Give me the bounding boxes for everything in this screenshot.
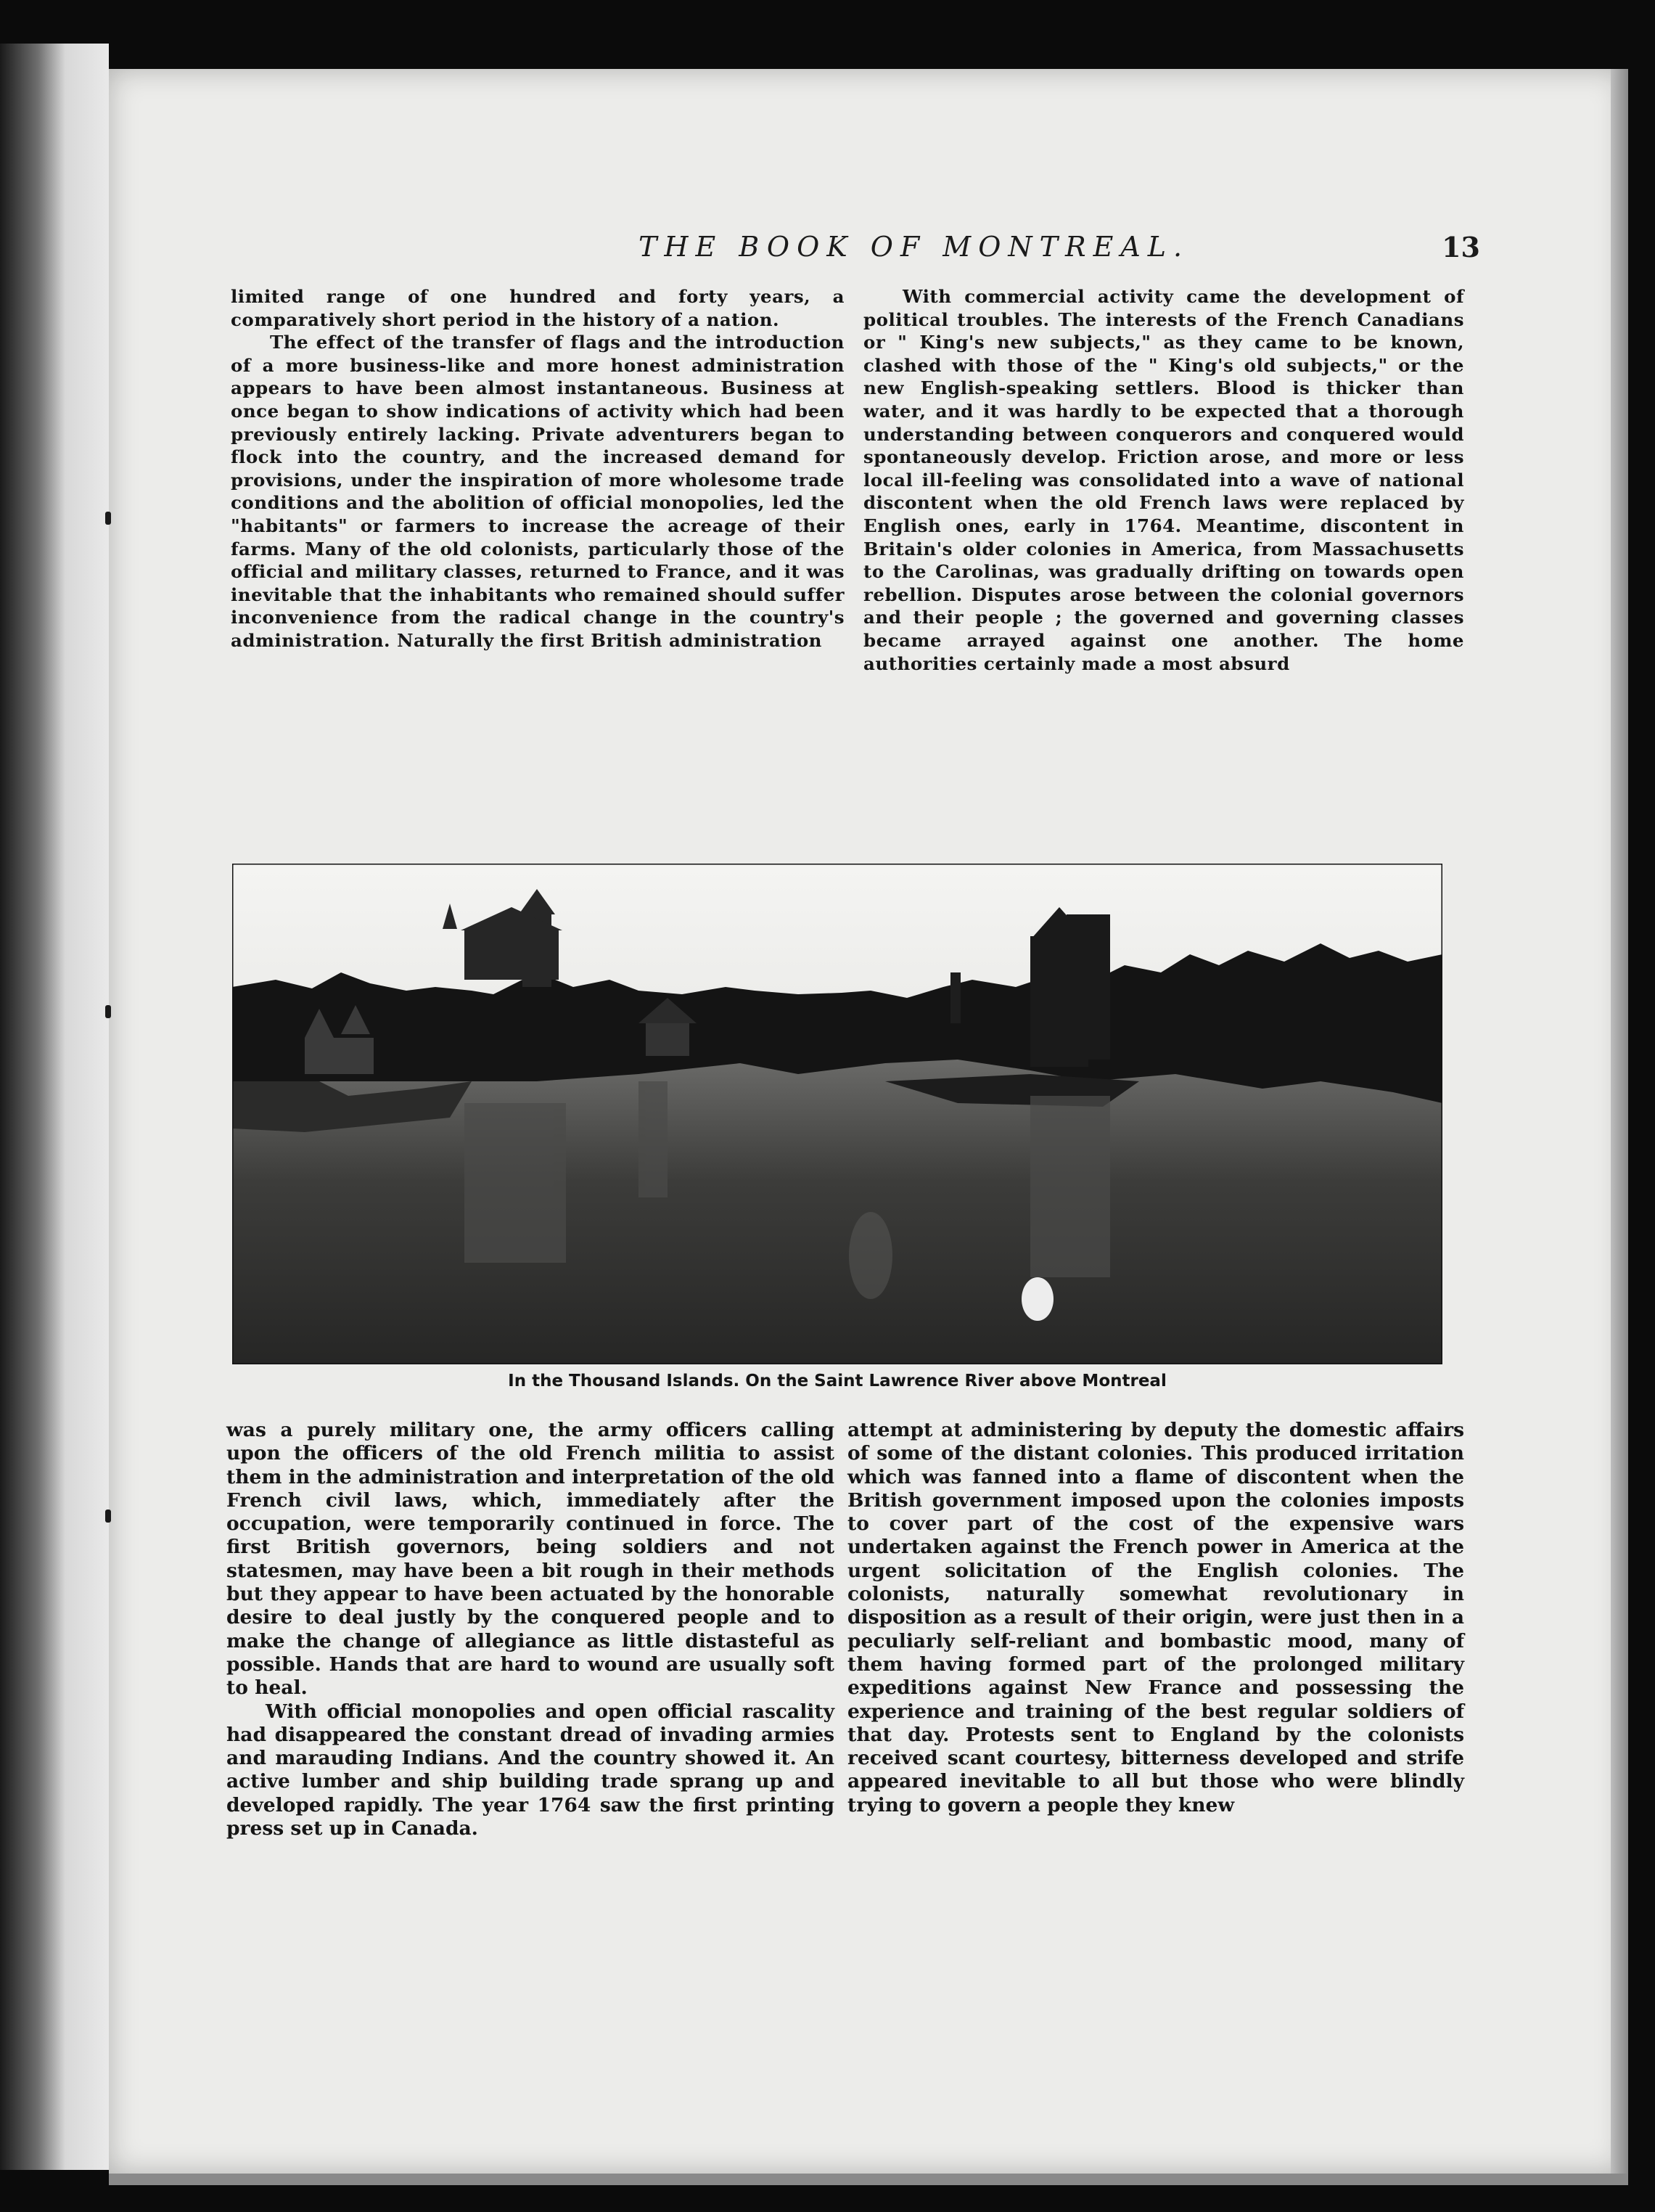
paragraph: The effect of the transfer of flags and the introduction of a more business-like and more honest administration appears to have been almost instantaneous. Business at once began to show indications of activity which had been previously entirely lacking. Private adventurers began to flock into the country, and the increased demand for provisions, under the inspiration of more wholesome trade conditions and the abolition of official monopolies, led the "habitants" or farmers to increase the acreage of their farms. Many of the old colonists, particularly those of the official and military classes, returned to France, and it was inevitable that the inhabitants who remained should suffer inconvenience from the radical change in the country's administration. Naturally the first British administration [231, 332, 845, 651]
binding-mark [105, 512, 111, 525]
paragraph: With official monopolies and open official rascality had disappeared the constant dread of invading armies and marauding Indians. And the country showed it. An active lumber and ship building trade sprang up and developed rapidly. The year 1764 saw the first printing press set up in Canada. [226, 1700, 834, 1840]
running-title: THE BOOK OF MONTREAL. [638, 231, 1190, 263]
text-column-bottom-right [847, 1419, 1464, 1817]
paragraph: attempt at administering by deputy the domestic affairs of some of the distant colonies. This produced irritation which was fanned into a flame of discontent when the British government imposed upon the colonies imposts to cover part of the cost of the expensive wars undertaken against the French power in America at the urgent solicitation of the English colonies. The colonists, naturally somewhat revolutionary in disposition as a result of their origin, were just then in a peculiarly self-reliant and bombastic mood, many of them having formed part of the prolonged military expeditions against New France and possessing the experience and training of the best regular soldiers of that day. Protests sent to England by the colonists received scant courtesy, bitterness developed and strife appeared inevitable to all but those who were blindly trying to govern a people they knew [847, 1419, 1464, 1816]
photo-illustration [232, 864, 1442, 1364]
text-column-bottom-left [226, 1419, 834, 1840]
paragraph: limited range of one hundred and forty years, a comparatively short period in the history of a nation. [231, 286, 845, 330]
figure-caption: In the Thousand Islands. On the Saint Lawrence River above Montreal [508, 1372, 1167, 1390]
page-right-edge [1611, 69, 1628, 2174]
text-column-top-right [863, 285, 1464, 675]
photograph-thousand-islands [232, 864, 1442, 1364]
page-header [638, 231, 1480, 274]
binding-mark [105, 1005, 111, 1018]
paragraph: was a purely military one, the army officers calling upon the officers of the old French militia to assist them in the administration and interpretation of the old French civil laws, which, immediately after the occupation, were temporarily continued in force. The first British governors, being soldiers and not statesmen, may have been a bit rough in their methods but they appear to have been actuated by the honorable desire to deal justly by the conquered people and to make the change of allegiance as little distasteful as possible. Hands that are hard to wound are usually soft to heal. [226, 1419, 834, 1700]
page-bottom-edge [109, 2174, 1628, 2185]
page-number: 13 [1442, 231, 1480, 263]
text-column-top-left [231, 285, 845, 652]
binding-mark [105, 1510, 111, 1523]
paragraph: With commercial activity came the development of political troubles. The interests of the French Canadians or " King's new subjects," as they came to be known, clashed with those of the " King's old subjects," or the new English-speaking settlers. Blood is thicker than water, and it was hardly to be expected that a thorough understanding between conquerors and conquered would spontaneously develop. Friction arose, and more or less local ill-feeling was consolidated into a wave of national discontent when the old French laws were replaced by English ones, early in 1764. Meantime, discontent in Britain's older colonies in America, from Massachusetts to the Carolinas, was gradually drifting on towards open rebellion. Disputes arose between the colonial governors and their people ; the governed and governing classes became arrayed against one another. The home authorities certainly made a most absurd [863, 286, 1464, 674]
facing-page-edge [0, 44, 109, 2170]
